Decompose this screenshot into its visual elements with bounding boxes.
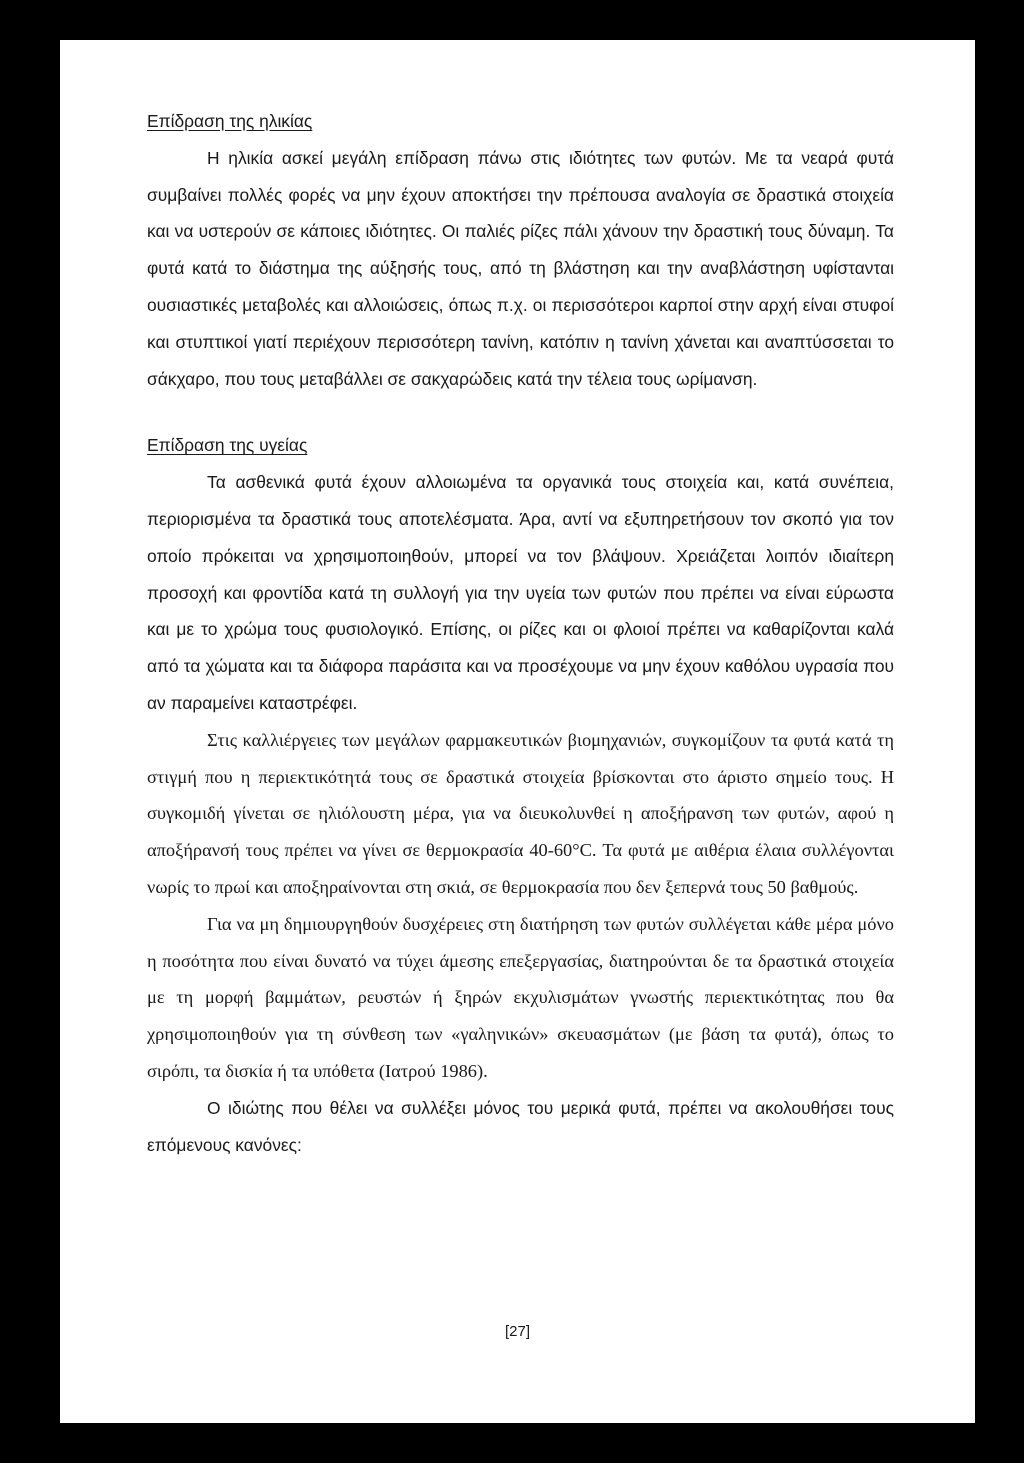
section-health xyxy=(147,427,894,1163)
section-heading-age: Επίδραση της ηλικίας xyxy=(147,111,313,131)
paragraph-health-effect: Τα ασθενικά φυτά έχουν αλλοιωμένα τα οργανικά τους στοιχεία και, κατά συνέπεια, περιορισμένα τα δραστικά τους αποτελέσματα. Άρα, αντί να εξυπηρετήσουν τον σκοπό για τον οποίο πρόκειται να χρησιμοποιηθούν, μπορεί να τον βλάψουν. Χρειάζεται λοιπόν ιδιαίτερη προσοχή και φροντίδα κατά τη συλλογή για την υγεία των φυτών που πρέπει να είναι εύρωστα και με το χρώμα τους φυσιολογικό. Επίσης, οι ρίζες και οι φλοιοί πρέπει να καθαρίζονται καλά από τα χώματα και τα διάφορα παράσιτα και να προσέχουμε να μην έχουν καθόλου υγρασία που αν παραμείνει καταστρέφει. xyxy=(147,472,894,713)
paragraph-rules-intro: Ο ιδιώτης που θέλει να συλλέξει μόνος του μερικά φυτά, πρέπει να ακολουθήσει τους επόμενους κανόνες: xyxy=(147,1097,894,1155)
page-number: [27] xyxy=(504,1323,531,1340)
paragraph-age-effect: Η ηλικία ασκεί μεγάλη επίδραση πάνω στις ιδιότητες των φυτών. Με τα νεαρά φυτά συμβαίνει πολλές φορές να μην έχουν αποκτήσει την πρέπουσα αναλογία σε δραστικά στοιχεία και να υστερούν σε κάποιες ιδιότητες. Οι παλιές ρίζες πάλι χάνουν την δραστική τους δύναμη. Τα φυτά κατά το διάστημα της αύξησής τους, από τη βλάστηση και την αναβλάστηση υφίστανται ουσιαστικές μεταβολές και αλλοιώσεις, όπως π.χ. οι περισσότεροι καρποί στην αρχή είναι στυφοί και στυπτικοί γιατί περιέχουν περισσότερη τανίνη, κατόπιν η τανίνη χάνεται και αναπτύσσεται το σάκχαρο, που τους μεταβάλλει σε σακχαρώδεις κατά την τέλεια τους ωρίμανση. xyxy=(147,147,894,389)
paragraph-preservation: Για να μη δημιουργηθούν δυσχέρειες στη διατήρηση των φυτών συλλέγεται κάθε μέρα μόνο η ποσότητα που είναι δυνατό να τύχει άμεσης επεξεργασίας, διατηρούνται δε τα δραστικά στοιχεία με τη μορφή βαμμάτων, ρευστών ή ξηρών εκχυλισμάτων γνωστής περιεκτικότητας που θα χρησιμοποιηθούν για τη σύνθεση των «γαληνικών» σκευασμάτων (με βάση τα φυτά), όπως το σιρόπι, τα δισκία ή τα υπόθετα (Ιατρού 1986). xyxy=(147,913,894,1081)
section-heading-health: Επίδραση της υγείας xyxy=(147,435,308,456)
paragraph-harvest-industry: Στις καλλιέργειες των μεγάλων φαρμακευτικών βιομηχανιών, συγκομίζουν τα φυτά κατά τη στιγμή που η περιεκτικότητά τους σε δραστικά στοιχεία βρίσκονται στο άριστο σημείο τους. Η συγκομιδή γίνεται σε ηλιόλουστη μέρα, για να διευκολυνθεί η αποξήρανση των φυτών, αφού η αποξήρανσή τους πρέπει να γίνει σε θερμοκρασία 40-60°C. Τα φυτά με αιθέρια έλαια συλλέγονται νωρίς το πρωί και αποξηραίνονται στη σκιά, σε θερμοκρασία που δεν ξεπερνά τους 50 βαθμούς. xyxy=(147,729,894,897)
section-age xyxy=(147,103,894,397)
page-content xyxy=(147,103,894,1163)
document-page xyxy=(60,40,975,1423)
